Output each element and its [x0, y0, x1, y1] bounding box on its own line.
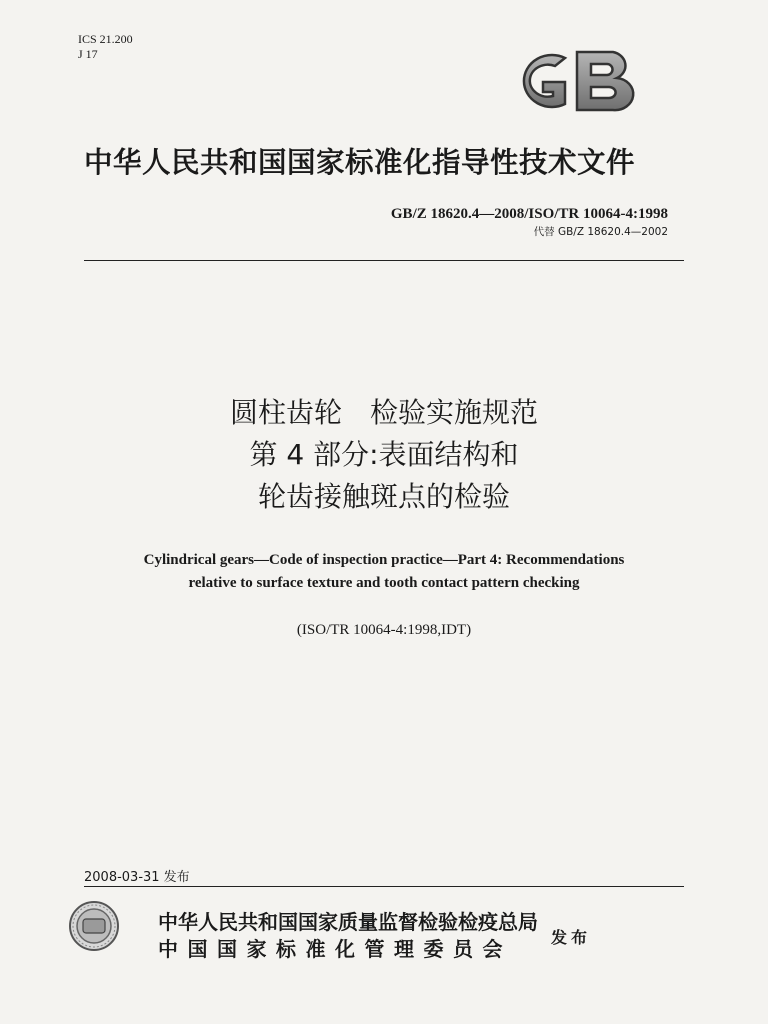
- english-title-line-1: Cylindrical gears—Code of inspection practice—Part 4: Recommendations: [143, 552, 625, 568]
- top-divider: [84, 260, 684, 261]
- classification-codes: [78, 32, 133, 62]
- issuer-sac: 中国国家标准化管理委员会: [158, 937, 512, 961]
- standard-number: GB/Z 18620.4—2008/ISO/TR 10064-4:1998: [390, 206, 668, 222]
- bottom-divider: [84, 886, 684, 887]
- chinese-title-line-3: 轮齿接触斑点的检验: [257, 480, 510, 513]
- identity-note: (ISO/TR 10064-4:1998,IDT): [296, 622, 472, 638]
- chinese-title-line-2: 第 4 部分:表面结构和: [249, 438, 519, 471]
- english-title: [0, 549, 768, 595]
- ics-code: ICS 21.200: [78, 32, 133, 46]
- english-title-line-2: relative to surface texture and tooth contact pattern checking: [188, 575, 580, 591]
- chinese-title-line-1: 圆柱齿轮 检验实施规范: [229, 396, 538, 429]
- ccs-code: J 17: [78, 47, 98, 61]
- document-type-heading: 中华人民共和国国家标准化指导性技术文件: [84, 146, 636, 179]
- gb-logo: [503, 44, 643, 118]
- publish-date: 2008-03-31 发布: [84, 870, 190, 885]
- gb-logo-text: GB: [573, 118, 575, 119]
- issuer-seal-icon: [68, 900, 120, 952]
- publish-label: 发布: [551, 928, 592, 947]
- issuer-aqsiq: 中华人民共和国国家质量监督检验检疫总局: [158, 910, 538, 934]
- issuing-organizations: [158, 909, 538, 963]
- replaces-note: 代替 GB/Z 18620.4—2002: [533, 226, 668, 238]
- chinese-title: [0, 392, 768, 518]
